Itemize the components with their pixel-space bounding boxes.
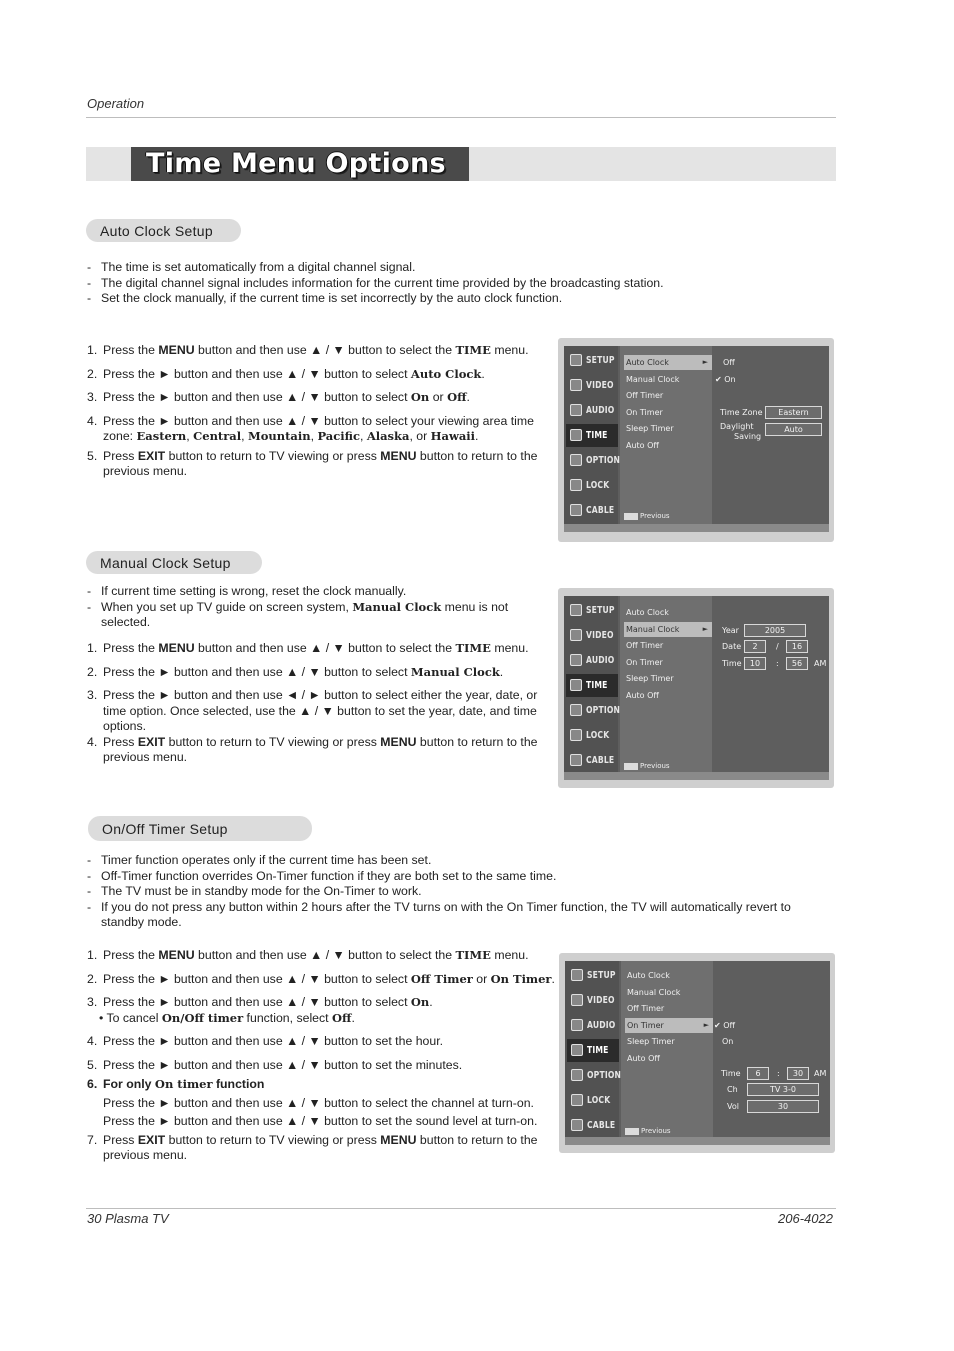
step: 1. Press the MENU button and then use ▲ / ▼ button to select the TIME menu. <box>87 641 529 655</box>
tv-side-item-lock: LOCK <box>566 474 618 497</box>
menu-key-icon <box>625 1128 639 1135</box>
note-item: - The digital channel signal includes information for the current time provided by the broadcasting station. <box>87 276 837 292</box>
step: 3. Press the ► button and then use ◄ / ► button to select either the year, date, or time option. Once selected, use the ▲ / ▼ button to set the year, date, and time options. <box>87 688 538 733</box>
setup-icon <box>570 604 582 616</box>
note-item: - The time is set automatically from a digital channel signal. <box>87 260 837 276</box>
note-item: - Timer function operates only if the current time has been set. <box>87 853 837 869</box>
step: 5. Press EXIT button to return to TV viewing or press MENU button to return to the previous menu. <box>87 448 538 478</box>
cable-icon <box>570 504 582 516</box>
tv-separator: : <box>776 659 779 668</box>
step: 4. Press the ► button and then use ▲ / ▼ button to set the hour. <box>87 1034 444 1048</box>
note-item: - The TV must be in standby mode for the On-Timer to work. <box>87 884 837 900</box>
tv-side-item-video: VIDEO <box>566 374 618 397</box>
tv-menu-item: Sleep Timer <box>627 1037 675 1046</box>
tv-previous-hint: Previous <box>624 512 670 520</box>
video-icon <box>570 629 582 641</box>
tv-side-item-cable: CABLE <box>567 1114 619 1137</box>
tv-label: Date <box>722 642 742 651</box>
tv-menu-item: Off Timer <box>627 1004 665 1013</box>
tv-side-menu <box>564 596 621 780</box>
tv-menu-item: Off Timer <box>626 641 664 650</box>
lock-icon <box>570 729 582 741</box>
manual-clock-heading: Manual Clock Setup <box>86 551 262 574</box>
tv-side-item-video: VIDEO <box>567 989 619 1012</box>
tv-side-item-audio: AUDIO <box>567 1014 619 1037</box>
tv-previous-hint: Previous <box>625 1127 671 1135</box>
tv-menu-item: Off Timer <box>626 391 664 400</box>
tv-separator: : <box>777 1069 780 1078</box>
tv-separator: / <box>776 642 779 651</box>
tv-side-item-cable: CABLE <box>566 749 618 772</box>
option-icon <box>571 1069 583 1081</box>
lock-icon <box>570 479 582 491</box>
tv-sub-menu <box>621 961 713 1145</box>
tv-label: Saving <box>734 432 762 441</box>
tv-sub-menu <box>620 596 712 780</box>
tv-side-item-time: TIME <box>566 674 618 697</box>
step: 5. Press the ► button and then use ▲ / ▼ button to set the minutes. <box>87 1057 463 1072</box>
tv-menu-item: On Timer <box>626 658 663 667</box>
tv-menu-item-auto-clock: Auto Clock ► <box>624 355 712 370</box>
tv-value-box: 16 <box>786 640 808 653</box>
step-line: Press the ► button and then use ▲ / ▼ button to select the channel at turn-on. <box>103 1095 534 1110</box>
tv-options <box>715 961 830 1147</box>
audio-icon <box>570 404 582 416</box>
tv-sub-menu <box>620 346 712 532</box>
tv-value-box: 30 <box>787 1067 809 1080</box>
tv-side-item-cable: CABLE <box>566 499 618 522</box>
tv-option-off: Off <box>723 358 735 367</box>
tv-side-item-setup: SETUP <box>566 349 618 372</box>
menu-key-icon <box>624 513 638 520</box>
tv-side-item-audio: AUDIO <box>566 649 618 672</box>
clock-icon <box>571 1044 583 1056</box>
section-label: Operation <box>87 96 145 111</box>
note-item: - When you set up TV guide on screen system, Manual Clock menu is not selected. <box>87 600 547 631</box>
tv-menu-item: Auto Clock <box>626 608 669 617</box>
tv-side-menu <box>565 961 622 1145</box>
note-item: - Off-Timer function overrides On-Timer function if they are both set to the same time. <box>87 869 837 885</box>
manual-clock-steps <box>87 641 549 766</box>
tv-value-box: 2 <box>744 640 766 653</box>
step: 4. Press EXIT button to return to TV viewing or press MENU button to return to the previous menu. <box>87 734 538 764</box>
tv-menu-item-manual-clock: Manual Clock ► <box>624 622 712 637</box>
tv-value-box: 10 <box>744 657 766 670</box>
doc-code: 206-4022 <box>778 1211 833 1226</box>
tv-options <box>714 596 829 782</box>
step: 3. Press the ► button and then use ▲ / ▼ button to select On. <box>87 995 433 1009</box>
tv-side-item-time: TIME <box>567 1039 619 1062</box>
tv-ampm: AM <box>814 1069 827 1078</box>
tv-option-on: On <box>722 1037 734 1046</box>
tv-side-item-lock: LOCK <box>566 724 618 747</box>
tv-label: Time <box>721 1069 741 1078</box>
clock-icon <box>570 429 582 441</box>
tv-label: Time <box>722 659 742 668</box>
tv-menu-item: Auto Off <box>626 691 659 700</box>
step: 1. Press the MENU button and then use ▲ / ▼ button to select the TIME menu. <box>87 343 529 357</box>
timer-steps <box>87 948 557 1164</box>
tv-label: Vol <box>727 1102 739 1111</box>
tv-side-item-option: OPTION <box>566 449 618 472</box>
tv-menu-item-on-timer: On Timer ► <box>625 1018 713 1033</box>
tv-options <box>714 346 829 532</box>
note-item: - If current time setting is wrong, reset the clock manually. <box>87 584 547 600</box>
tv-label: Year <box>722 626 739 635</box>
step: 7. Press EXIT button to return to TV viewing or press MENU button to return to the previous menu. <box>87 1132 538 1162</box>
cable-icon <box>570 754 582 766</box>
tv-side-menu <box>564 346 621 532</box>
auto-clock-steps <box>87 343 555 480</box>
tv-menu-item: Auto Off <box>626 441 659 450</box>
footer-rule <box>86 1208 836 1209</box>
video-icon <box>571 994 583 1006</box>
tv-menu-on-timer <box>559 953 835 1153</box>
tv-side-item-lock: LOCK <box>567 1089 619 1112</box>
tv-menu-item: Auto Clock <box>627 971 670 980</box>
step: 1. Press the MENU button and then use ▲ / ▼ button to select the TIME menu. <box>87 948 529 962</box>
timer-notes <box>87 853 837 931</box>
setup-icon <box>570 354 582 366</box>
tv-menu-item: Sleep Timer <box>626 424 674 433</box>
tv-menu-item: Manual Clock <box>627 988 681 997</box>
step: 2. Press the ► button and then use ▲ / ▼ button to select Manual Clock. <box>87 664 504 679</box>
note-item: - If you do not press any button within 2 hours after the TV turns on with the On Timer function, the TV will automatically revert to standby mode. <box>87 900 837 931</box>
audio-icon <box>570 654 582 666</box>
tv-side-item-option: OPTION <box>567 1064 619 1087</box>
tv-label: Time Zone <box>720 408 763 417</box>
tv-previous-hint: Previous <box>624 762 670 770</box>
tv-label: Daylight <box>720 422 754 431</box>
tv-value-box: 56 <box>786 657 808 670</box>
menu-key-icon <box>624 763 638 770</box>
tv-ampm: AM <box>814 659 827 668</box>
tv-value-box: Eastern <box>765 406 822 419</box>
note-item: - Set the clock manually, if the current time is set incorrectly by the auto clock function. <box>87 291 837 307</box>
page-number: 30 Plasma TV <box>87 1211 169 1226</box>
auto-clock-heading: Auto Clock Setup <box>86 219 241 242</box>
step: 2. Press the ► button and then use ▲ / ▼ button to select Auto Clock. <box>87 366 485 381</box>
step-note: • To cancel On/Off timer function, select Off. <box>99 1010 355 1025</box>
tv-side-item-option: OPTION <box>566 699 618 722</box>
tv-side-item-time: TIME <box>566 424 618 447</box>
setup-icon <box>571 969 583 981</box>
step: 6. For only On timer function <box>87 1077 265 1091</box>
tv-value-box: TV 3-0 <box>747 1083 819 1096</box>
video-icon <box>570 379 582 391</box>
tv-value-box: 30 <box>747 1100 819 1113</box>
header-rule <box>86 117 836 118</box>
tv-option-off: ✔ Off <box>714 1021 736 1030</box>
tv-side-item-setup: SETUP <box>567 964 619 987</box>
lock-icon <box>571 1094 583 1106</box>
tv-menu-item: Auto Off <box>627 1054 660 1063</box>
manual-clock-notes <box>87 584 547 631</box>
audio-icon <box>571 1019 583 1031</box>
tv-side-item-audio: AUDIO <box>566 399 618 422</box>
tv-value-box: 2005 <box>744 624 806 637</box>
step: 2. Press the ► button and then use ▲ / ▼ button to select Off Timer or On Timer. <box>87 971 555 986</box>
page-title: Time Menu Options <box>146 148 446 179</box>
tv-menu-item: On Timer <box>626 408 663 417</box>
step-line: Press the ► button and then use ▲ / ▼ button to set the sound level at turn-on. <box>103 1114 538 1128</box>
tv-option-on: ✔ On <box>715 375 736 384</box>
step: 4. Press the ► button and then use ▲ / ▼ button to select your viewing area time zone: Eastern, Central, Mountain, Pacific, Alaska, or Hawaii. <box>87 413 534 443</box>
tv-menu-auto-clock <box>558 338 834 542</box>
tv-value-box: Auto <box>765 423 822 436</box>
tv-menu-item: Sleep Timer <box>626 674 674 683</box>
tv-value-box: 6 <box>747 1067 769 1080</box>
option-icon <box>570 704 582 716</box>
option-icon <box>570 454 582 466</box>
step: 3. Press the ► button and then use ▲ / ▼ button to select On or Off. <box>87 390 470 404</box>
tv-menu-manual-clock <box>558 588 834 788</box>
cable-icon <box>571 1119 583 1131</box>
auto-clock-notes <box>87 260 837 307</box>
timer-heading: On/Off Timer Setup <box>88 816 312 841</box>
tv-side-item-video: VIDEO <box>566 624 618 647</box>
tv-side-item-setup: SETUP <box>566 599 618 622</box>
tv-label: Ch <box>727 1085 738 1094</box>
tv-menu-item: Manual Clock <box>626 375 680 384</box>
clock-icon <box>570 679 582 691</box>
